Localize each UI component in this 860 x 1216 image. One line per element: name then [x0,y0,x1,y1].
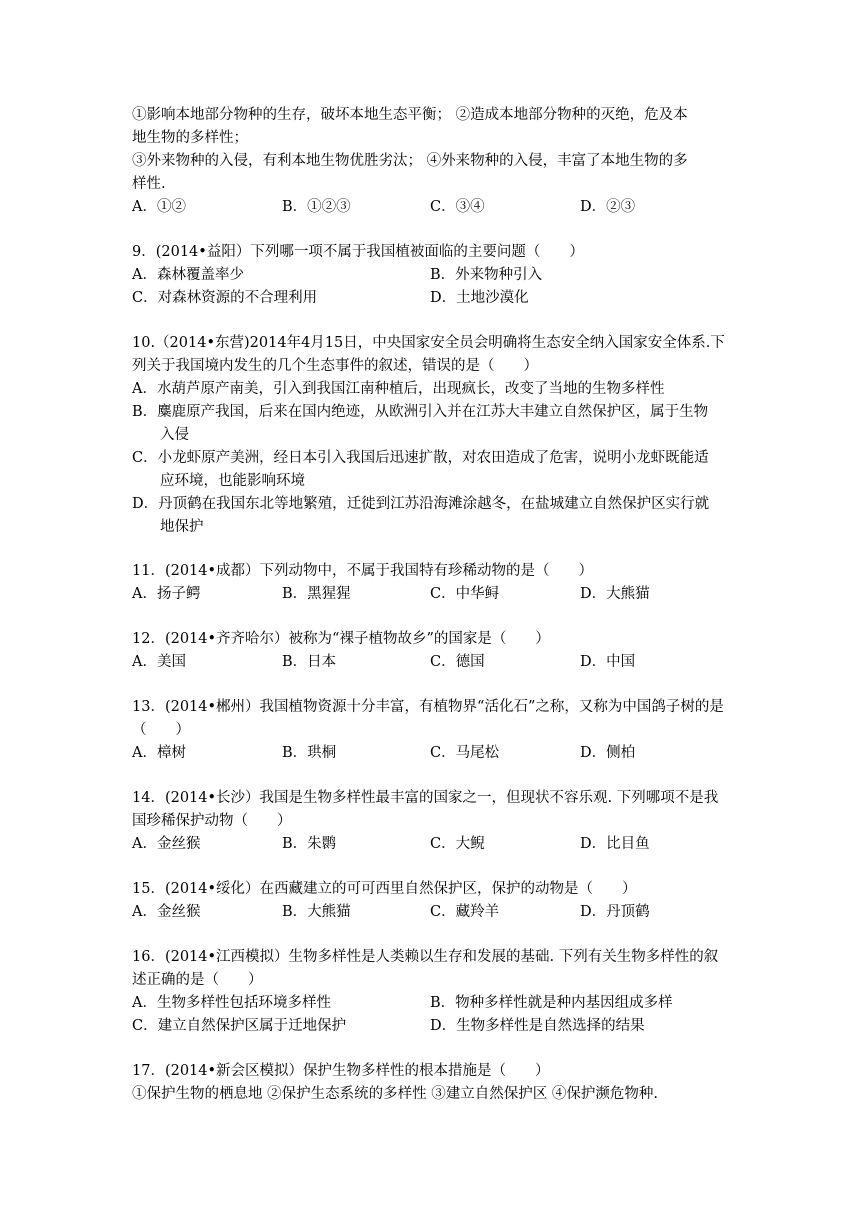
q17-choices-line: ①保护生物的栖息地 ②保护生态系统的多样性 ③建立自然保护区 ④保护濒危物种. [132,1086,658,1102]
q9-option-d: D．土地沙漠化 [430,290,529,306]
prev-question-line-3: ③外来物种的入侵，有利本地生物优胜劣汰； ④外来物种的入侵，丰富了本地生物的多 [132,153,688,169]
q16-option-c: C．建立自然保护区属于迁地保护 [132,1018,347,1034]
q11-stem: 11．(2014•成都）下列动物中，不属于我国特有珍稀动物的是（ ） [132,563,594,579]
q10-stem-line-1: 10.（2014•东营)2014年4月15日，中央国家安全员会明确将生态安全纳入国家安全体系.下 [132,335,725,351]
q13-stem-line-2: （ ） [132,722,190,738]
q16-stem-line-2: 述正确的是（ ） [132,972,263,988]
q11-option-b: B．黑猩猩 [282,586,351,602]
q11-option-c: C．中华鲟 [430,586,500,602]
q14-option-d: D．比目鱼 [580,836,650,852]
q16-option-a: A．生物多样性包括环境多样性 [132,995,331,1011]
q13-stem-line-1: 13．(2014•郴州）我国植物资源十分丰富，有植物界“活化石”之称，又称为中国鸽子树的是 [132,699,724,715]
q9-stem: 9．(2014•益阳）下列哪一项不属于我国植被面临的主要问题（ ） [132,244,584,260]
q15-option-b: B．大熊猫 [282,904,351,920]
q17-stem: 17．(2014•新会区模拟）保护生物多样性的根本措施是（ ） [132,1063,550,1079]
q10-option-c-line-2: 应环境，也能影响环境 [160,473,305,489]
prev-option-d: D．②③ [580,199,636,215]
q10-option-b-line-1: B．麋鹿原产我国，后来在国内绝迹，从欧洲引入并在江苏大丰建立自然保护区，属于生物 [132,404,709,420]
q16-option-b: B．物种多样性就是种内基因组成多样 [430,995,673,1011]
q13-option-a: A．樟树 [132,745,186,761]
q12-option-a: A．美国 [132,654,186,670]
q12-option-d: D．中国 [580,654,636,670]
prev-option-c: C．③④ [430,199,485,215]
prev-question-line-1: ①影响本地部分物种的生存，破坏本地生态平衡； ②造成本地部分物种的灭绝，危及本 [132,107,688,123]
q15-option-d: D．丹顶鹤 [580,904,650,920]
q12-option-b: B．日本 [282,654,337,670]
q10-option-d-line-2: 地保护 [160,519,204,535]
q16-option-d: D．生物多样性是自然选择的结果 [430,1018,645,1034]
q10-stem-line-2: 列关于我国境内发生的几个生态事件的叙述，错误的是（ ） [132,358,538,374]
q10-option-c-line-1: C．小龙虾原产美洲，经日本引入我国后迅速扩散，对农田造成了危害，说明小龙虾既能适 [132,450,709,466]
q13-option-b: B．珙桐 [282,745,337,761]
q12-stem: 12．(2014•齐齐哈尔）被称为“裸子植物故乡”的国家是（ ） [132,631,550,647]
q11-option-d: D．大熊猫 [580,586,650,602]
q13-option-d: D．侧柏 [580,745,636,761]
q15-stem: 15．(2014•绥化）在西藏建立的可可西里自然保护区，保护的动物是（ ） [132,881,637,897]
q14-stem-line-1: 14．(2014•长沙）我国是生物多样性最丰富的国家之一，但现状不容乐观. 下列哪项不是我 [132,790,719,806]
q10-option-b-line-2: 入侵 [160,427,189,443]
q13-option-c: C．马尾松 [430,745,500,761]
q14-stem-line-2: 国珍稀保护动物（ ） [132,813,292,829]
prev-option-a: A．①② [132,199,186,215]
q11-option-a: A．扬子鳄 [132,586,201,602]
prev-question-line-4: 样性. [132,176,166,192]
q9-option-c: C．对森林资源的不合理利用 [132,290,318,306]
q9-option-a: A．森林覆盖率少 [132,267,244,283]
prev-question-line-2: 地生物的多样性； [132,130,248,146]
q14-option-a: A．金丝猴 [132,836,201,852]
prev-option-b: B．①②③ [282,199,351,215]
q12-option-c: C．德国 [430,654,485,670]
q16-stem-line-1: 16．(2014•江西模拟）生物多样性是人类赖以生存和发展的基础. 下列有关生物多样性的叙 [132,949,719,965]
q10-option-a: A．水葫芦原产南美，引入到我国江南种植后，出现疯长，改变了当地的生物多样性 [132,381,665,397]
q14-option-c: C．大鲵 [430,836,485,852]
q9-option-b: B．外来物种引入 [430,267,543,283]
q10-option-d-line-1: D．丹顶鹤在我国东北等地繁殖，迁徙到江苏沿海滩涂越冬，在盐城建立自然保护区实行就 [132,496,710,512]
q15-option-a: A．金丝猴 [132,904,201,920]
q14-option-b: B．朱鹮 [282,836,337,852]
q15-option-c: C．藏羚羊 [430,904,500,920]
